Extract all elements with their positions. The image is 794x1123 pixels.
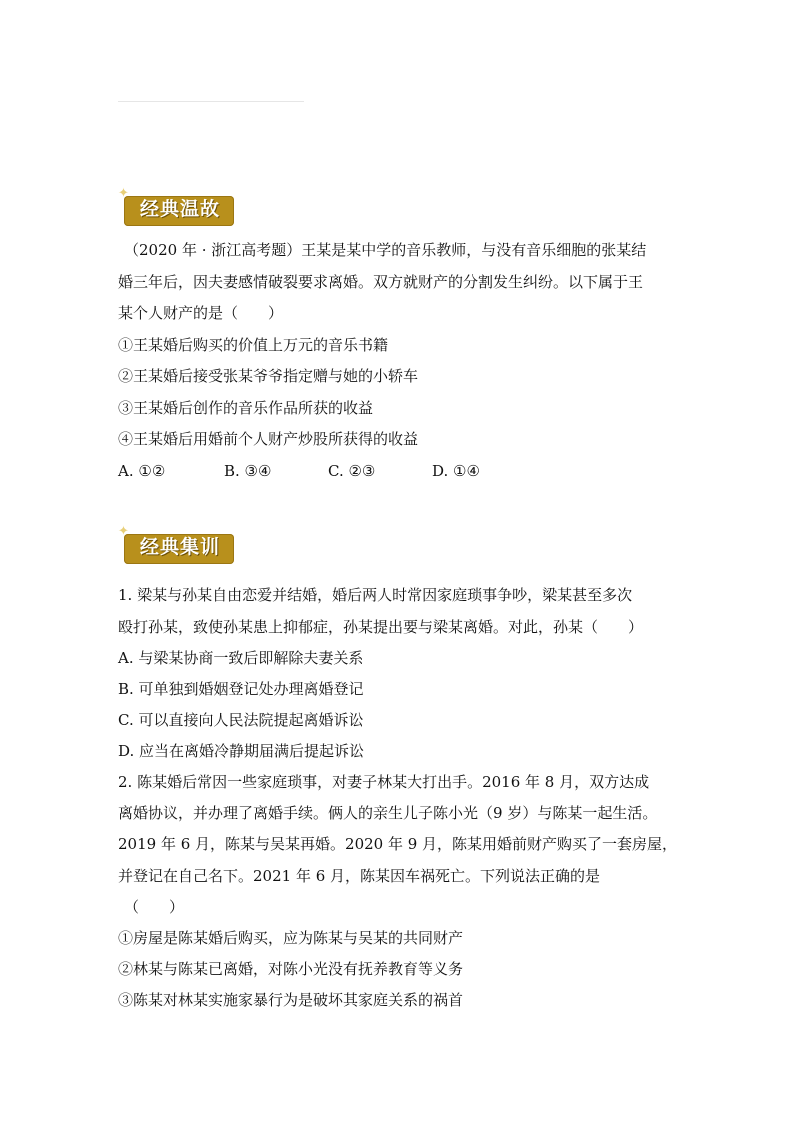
statement: ③王某婚后创作的音乐作品所获的收益 (118, 399, 374, 417)
section-banner-training (118, 524, 234, 564)
option: B. 可单独到婚姻登记处办理离婚登记 (118, 680, 364, 698)
option: C. 可以直接向人民法院提起离婚诉讼 (118, 711, 364, 729)
question-line: 2. 陈某婚后常因一些家庭琐事，对妻子林某大打出手。2016 年 8 月，双方达成 (118, 773, 650, 791)
choice-c: C. ②③ (328, 462, 376, 480)
section-title: 经典温故 (139, 198, 220, 220)
question-line: 1. 梁某与孙某自由恋爱并结婚，婚后两人时常因家庭琐事争吵，梁某甚至多次 (118, 586, 633, 604)
question-line: 婚三年后，因夫妻感情破裂要求离婚。双方就财产的分割发生纠纷。以下属于王 (118, 273, 644, 291)
option: D. 应当在离婚冷静期届满后提起诉讼 (118, 742, 365, 760)
statement: ②王某婚后接受张某爷爷指定赠与她的小轿车 (118, 367, 419, 385)
section-title: 经典集训 (139, 536, 220, 558)
statement: ①房屋是陈某婚后购买，应为陈某与吴某的共同财产 (118, 929, 464, 947)
question-line: （ ） (124, 898, 185, 916)
statement: ②林某与陈某已离婚，对陈小光没有抚养教育等义务 (118, 960, 464, 978)
question-line: 离婚协议，并办理了离婚手续。俩人的亲生儿子陈小光（9 岁）与陈某一起生活。 (118, 804, 658, 822)
question-line: 2019 年 6 月，陈某与吴某再婚。2020 年 9 月，陈某用婚前财产购买了一套房屋， (118, 835, 678, 853)
question-line: 某个人财产的是（ ） (118, 304, 284, 322)
statement: ④王某婚后用婚前个人财产炒股所获得的收益 (118, 430, 419, 448)
statement: ③陈某对林某实施家暴行为是破坏其家庭关系的祸首 (118, 991, 464, 1009)
choice-a: A. ①② (118, 462, 166, 480)
question-line: 殴打孙某，致使孙某患上抑郁症，孙某提出要与梁某离婚。对此，孙某（ ） (118, 618, 644, 636)
option: A. 与梁某协商一致后即解除夫妻关系 (118, 649, 364, 667)
sparkle-icon: ✦ (118, 186, 129, 201)
choice-d: D. ①④ (432, 462, 480, 480)
statement: ①王某婚后购买的价值上万元的音乐书籍 (118, 336, 389, 354)
header-rule (118, 101, 304, 102)
question-line: （2020 年 · 浙江高考题）王某是某中学的音乐教师，与没有音乐细胞的张某结 (124, 241, 647, 259)
question-line: 并登记在自己名下。2021 年 6 月，陈某因车祸死亡。下列说法正确的是 (118, 867, 601, 885)
section-banner-review (118, 186, 234, 226)
choice-b: B. ③④ (224, 462, 272, 480)
sparkle-icon: ✦ (118, 524, 129, 539)
